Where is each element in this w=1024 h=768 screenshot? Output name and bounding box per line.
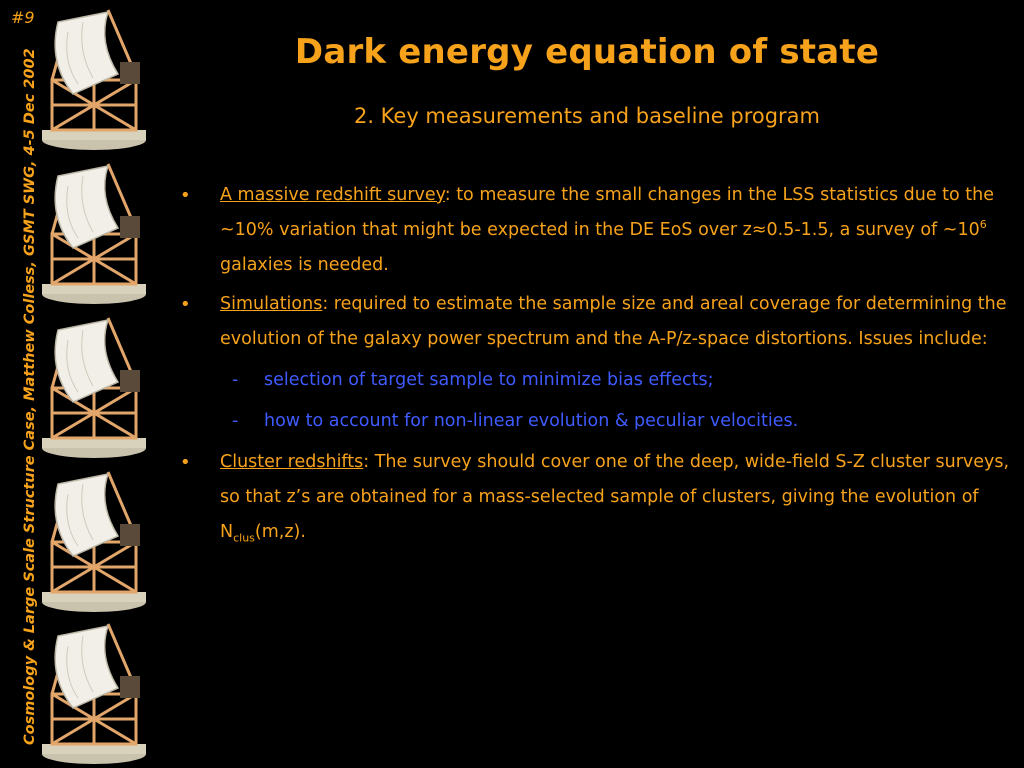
telescope-icon: [38, 156, 150, 306]
bullet-subscript: clus: [233, 531, 255, 545]
bullet-list: [180, 178, 1018, 550]
bullet-superscript: 6: [979, 218, 987, 232]
bullet-text-end: galaxies is needed.: [220, 255, 389, 275]
telescope-icon: [38, 310, 150, 460]
telescope-icon: [38, 464, 150, 614]
bullet-text: : to measure the small changes in the LSS statistics due to the ~10% variation that might be expected in the DE EoS over z≈0.5-1.5, a survey of ~10: [220, 185, 995, 240]
sub-bullet-item: [180, 363, 1018, 398]
bullet-icon: •: [180, 185, 191, 206]
slide-number: #9: [11, 8, 35, 27]
bullet-item-cluster-redshifts: [180, 445, 1018, 550]
bullet-heading: Simulations: [220, 294, 323, 314]
slide-subtitle: 2. Key measurements and baseline program: [353, 104, 821, 128]
bullet-item-simulations: [180, 287, 1018, 357]
bullet-icon: •: [180, 294, 191, 315]
dash-icon: -: [232, 370, 239, 390]
telescope-icon: [38, 616, 150, 766]
dash-icon: -: [232, 411, 239, 431]
bullet-icon: •: [180, 452, 191, 473]
bullet-text: : required to estimate the sample size and areal coverage for determining the evolution of the galaxy power spectrum and the A-P/z-space distortions. Issues include:: [220, 294, 1007, 349]
sub-bullet-text: how to account for non-linear evolution & peculiar velocities.: [264, 411, 799, 431]
slide-title: Dark energy equation of state: [294, 32, 880, 72]
sub-bullet-text: selection of target sample to minimize bias effects;: [264, 370, 714, 390]
bullet-text: : The survey should cover one of the deep, wide-field S-Z cluster surveys, so that z’s are obtained for a mass-selected sample of clusters, giving the evolution of N: [220, 452, 1010, 542]
sub-bullet-item: [180, 404, 1018, 439]
telescope-icon: [38, 2, 150, 152]
bullet-heading: Cluster redshifts: [220, 452, 364, 472]
bullet-text-end: (m,z).: [254, 522, 306, 542]
bullet-item-redshift-survey: [180, 178, 1018, 283]
bullet-heading: A massive redshift survey: [220, 185, 445, 205]
vertical-footer-text: Cosmology & Large Scale Structure Case, Matthew Colless, GSMT SWG, 4-5 Dec 2002: [22, 48, 38, 745]
